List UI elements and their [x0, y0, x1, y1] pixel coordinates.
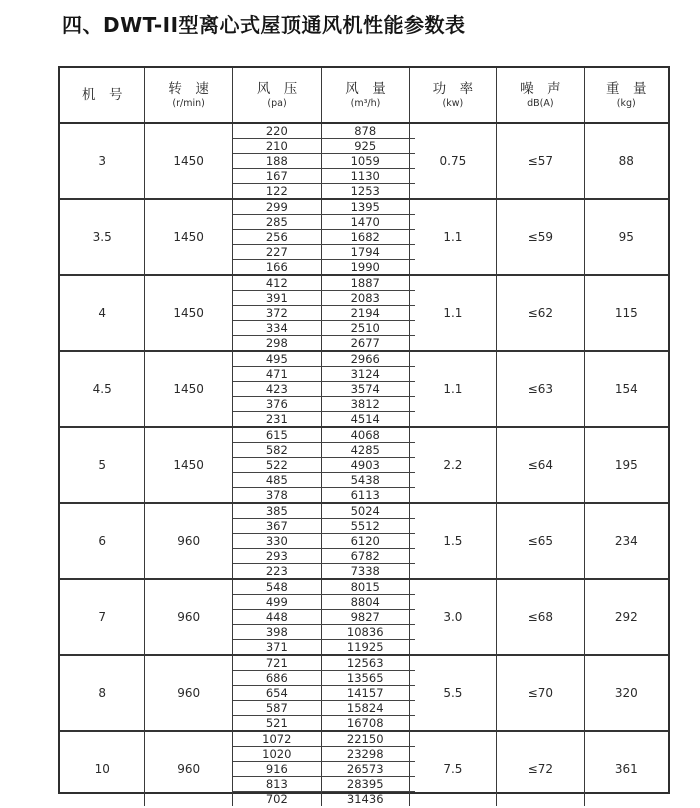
- flow-cell: 2677: [350, 336, 380, 350]
- flow-cell: 1470: [350, 215, 380, 229]
- flow-cell: 4285: [350, 443, 380, 457]
- col-header-noise-unit: dB(A): [527, 97, 554, 109]
- col-header-pressure-label: 风 压: [256, 80, 298, 97]
- pressure-cell: 521: [233, 716, 322, 730]
- pressure-cell: 448: [233, 610, 322, 624]
- pressure-flow-group: [233, 200, 410, 274]
- pressure-cell: 423: [233, 382, 322, 396]
- flow-cell: 13565: [346, 671, 384, 685]
- speed-cell: 1450: [145, 200, 232, 274]
- pressure-flow-row: [233, 640, 409, 654]
- speed-cell: 1450: [145, 428, 232, 502]
- pressure-cell: 548: [233, 580, 322, 594]
- pressure-cell: 398: [233, 625, 322, 639]
- pressure-cell: 166: [233, 260, 322, 274]
- pressure-flow-row: [233, 777, 409, 792]
- speed-cell: 960: [145, 504, 232, 578]
- pressure-flow-row: [233, 564, 409, 578]
- pressure-cell: 1072: [233, 732, 322, 746]
- pressure-cell: 299: [233, 200, 322, 214]
- pressure-cell: 210: [233, 139, 322, 153]
- col-header-weight-unit: (kg): [616, 97, 636, 109]
- flow-cell: 7338: [350, 564, 380, 578]
- flow-cell: 10836: [346, 625, 384, 639]
- flow-cell: 28395: [346, 777, 384, 791]
- model-cell: 4.5: [60, 352, 145, 426]
- noise-cell: ≤65: [497, 504, 584, 578]
- pressure-flow-row: [233, 762, 409, 777]
- col-header-noise-label: 噪 声: [520, 80, 561, 97]
- col-header-flow-label: 风 量: [345, 80, 386, 97]
- pressure-flow-row: [233, 139, 409, 154]
- pressure-cell: 220: [233, 124, 322, 138]
- pressure-cell: 188: [233, 154, 322, 168]
- col-header-pressure-unit: (pa): [267, 97, 287, 109]
- fan-model-row: [60, 274, 668, 350]
- fan-model-row: [60, 350, 668, 426]
- power-cell: 5.5: [410, 656, 497, 730]
- pressure-cell: 495: [233, 352, 322, 366]
- flow-cell: 8804: [350, 595, 380, 609]
- pressure-flow-row: [233, 671, 409, 686]
- table-body: [60, 124, 668, 806]
- flow-cell: 925: [354, 139, 377, 153]
- pressure-cell: 367: [233, 519, 322, 533]
- fan-model-row: [60, 730, 668, 806]
- model-cell: 6: [60, 504, 145, 578]
- pressure-cell: 615: [233, 428, 322, 442]
- flow-cell: 5024: [350, 504, 380, 518]
- pressure-flow-row: [233, 792, 409, 806]
- power-cell: 3.0: [410, 580, 497, 654]
- pressure-flow-row: [233, 184, 409, 198]
- pressure-cell: 654: [233, 686, 322, 700]
- pressure-flow-row: [233, 580, 409, 595]
- pressure-flow-row: [233, 367, 409, 382]
- pressure-cell: 231: [233, 412, 322, 426]
- noise-cell: ≤63: [497, 352, 584, 426]
- pressure-flow-row: [233, 397, 409, 412]
- pressure-cell: 285: [233, 215, 322, 229]
- pressure-flow-group: [233, 580, 410, 654]
- pressure-flow-row: [233, 610, 409, 625]
- flow-cell: 2966: [350, 352, 380, 366]
- model-cell: 4: [60, 276, 145, 350]
- noise-cell: ≤59: [497, 200, 584, 274]
- power-cell: 7.5: [410, 732, 497, 806]
- pressure-flow-row: [233, 245, 409, 260]
- pressure-cell: 522: [233, 458, 322, 472]
- noise-cell: ≤57: [497, 124, 584, 198]
- power-cell: 1.1: [410, 276, 497, 350]
- weight-cell: 115: [614, 306, 638, 320]
- pressure-cell: 256: [233, 230, 322, 244]
- col-header-speed-label: 转 速: [168, 80, 209, 97]
- flow-cell: 1794: [350, 245, 380, 259]
- pressure-flow-row: [233, 701, 409, 716]
- power-cell: 1.1: [410, 200, 497, 274]
- flow-cell: 6782: [350, 549, 380, 563]
- speed-cell: 960: [145, 580, 232, 654]
- flow-cell: 11925: [346, 640, 384, 654]
- pressure-flow-row: [233, 200, 409, 215]
- pressure-flow-row: [233, 595, 409, 610]
- flow-cell: 1887: [350, 276, 380, 290]
- power-cell: 1.5: [410, 504, 497, 578]
- pressure-flow-row: [233, 549, 409, 564]
- flow-cell: 23298: [346, 747, 384, 761]
- model-cell: 7: [60, 580, 145, 654]
- speed-cell: 960: [145, 656, 232, 730]
- flow-cell: 9827: [350, 610, 380, 624]
- noise-cell: ≤64: [497, 428, 584, 502]
- pressure-flow-row: [233, 169, 409, 184]
- pressure-flow-group: [233, 732, 410, 806]
- pressure-flow-row: [233, 428, 409, 443]
- pressure-flow-row: [233, 443, 409, 458]
- model-cell: 5: [60, 428, 145, 502]
- flow-cell: 3812: [350, 397, 380, 411]
- pressure-flow-row: [233, 412, 409, 426]
- pressure-cell: 391: [233, 291, 322, 305]
- pressure-cell: 1020: [233, 747, 322, 761]
- pressure-flow-row: [233, 352, 409, 367]
- pressure-cell: 378: [233, 488, 322, 502]
- performance-table: [58, 66, 670, 806]
- pressure-flow-row: [233, 260, 409, 274]
- flow-cell: 6120: [350, 534, 380, 548]
- pressure-cell: 298: [233, 336, 322, 350]
- pressure-flow-row: [233, 124, 409, 139]
- model-cell: 8: [60, 656, 145, 730]
- flow-cell: 2194: [350, 306, 380, 320]
- flow-cell: 4903: [350, 458, 380, 472]
- noise-cell: ≤68: [497, 580, 584, 654]
- pressure-flow-group: [233, 124, 410, 198]
- pressure-cell: 582: [233, 443, 322, 457]
- weight-cell: 320: [614, 686, 638, 700]
- pressure-flow-group: [233, 504, 410, 578]
- pressure-cell: 227: [233, 245, 322, 259]
- col-header-weight: [585, 68, 668, 122]
- flow-cell: 5512: [350, 519, 380, 533]
- noise-cell: ≤70: [497, 656, 584, 730]
- flow-cell: 26573: [346, 762, 384, 776]
- weight-cell: 292: [614, 610, 638, 624]
- col-header-weight-label: 重 量: [606, 80, 647, 97]
- flow-cell: 1990: [350, 260, 380, 274]
- pressure-cell: 471: [233, 367, 322, 381]
- pressure-cell: 376: [233, 397, 322, 411]
- pressure-flow-row: [233, 686, 409, 701]
- pressure-flow-row: [233, 154, 409, 169]
- col-header-model: [60, 68, 145, 122]
- pressure-flow-group: [233, 276, 410, 350]
- pressure-flow-row: [233, 716, 409, 730]
- col-header-power-label: 功 率: [432, 80, 474, 97]
- flow-cell: 15824: [346, 701, 384, 715]
- col-header-pressure: [233, 68, 322, 122]
- pressure-flow-row: [233, 306, 409, 321]
- flow-cell: 1059: [350, 154, 380, 168]
- pressure-cell: 702: [233, 792, 322, 806]
- col-header-flow-unit: (m³/h): [350, 97, 381, 109]
- pressure-cell: 330: [233, 534, 322, 548]
- pressure-flow-row: [233, 488, 409, 502]
- weight-cell: 95: [618, 230, 634, 244]
- pressure-flow-row: [233, 215, 409, 230]
- pressure-cell: 412: [233, 276, 322, 290]
- flow-cell: 22150: [346, 732, 384, 746]
- fan-model-row: [60, 198, 668, 274]
- speed-cell: 1450: [145, 276, 232, 350]
- power-cell: 2.2: [410, 428, 497, 502]
- pressure-flow-row: [233, 382, 409, 397]
- flow-cell: 3574: [350, 382, 380, 396]
- weight-cell: 88: [618, 154, 634, 168]
- flow-cell: 14157: [346, 686, 384, 700]
- flow-cell: 1395: [350, 200, 380, 214]
- weight-cell: 154: [614, 382, 638, 396]
- model-cell: 10: [60, 732, 145, 806]
- pressure-cell: 385: [233, 504, 322, 518]
- col-header-noise: [497, 68, 584, 122]
- flow-cell: 3124: [350, 367, 380, 381]
- pressure-cell: 686: [233, 671, 322, 685]
- noise-cell: ≤72: [497, 732, 584, 806]
- pressure-flow-row: [233, 534, 409, 549]
- pressure-flow-group: [233, 352, 410, 426]
- model-cell: 3.5: [60, 200, 145, 274]
- pressure-flow-row: [233, 321, 409, 336]
- col-header-speed: [145, 68, 232, 122]
- flow-cell: 2083: [350, 291, 380, 305]
- page-title: 四、DWT-II型离心式屋顶通风机性能参数表: [62, 13, 466, 37]
- pressure-cell: 485: [233, 473, 322, 487]
- fan-model-row: [60, 426, 668, 502]
- pressure-cell: 372: [233, 306, 322, 320]
- col-header-model-label: 机 号: [81, 86, 123, 103]
- fan-model-row: [60, 502, 668, 578]
- weight-cell: 234: [614, 534, 638, 548]
- pressure-flow-row: [233, 473, 409, 488]
- col-header-power: [410, 68, 497, 122]
- col-header-speed-unit: (r/min): [172, 97, 205, 109]
- pressure-flow-row: [233, 747, 409, 762]
- flow-cell: 6113: [350, 488, 380, 502]
- flow-cell: 8015: [350, 580, 380, 594]
- pressure-cell: 122: [233, 184, 322, 198]
- flow-cell: 2510: [350, 321, 380, 335]
- fan-model-row: [60, 654, 668, 730]
- power-cell: 0.75: [410, 124, 497, 198]
- table-header-row: [60, 68, 668, 124]
- pressure-cell: 587: [233, 701, 322, 715]
- speed-cell: 1450: [145, 352, 232, 426]
- pressure-flow-row: [233, 458, 409, 473]
- model-cell: 3: [60, 124, 145, 198]
- power-cell: 1.1: [410, 352, 497, 426]
- pressure-flow-group: [233, 428, 410, 502]
- fan-model-row: [60, 578, 668, 654]
- pressure-cell: 813: [233, 777, 322, 791]
- pressure-cell: 223: [233, 564, 322, 578]
- flow-cell: 5438: [350, 473, 380, 487]
- pressure-flow-row: [233, 336, 409, 350]
- fan-model-row: [60, 124, 668, 198]
- col-header-flow: [322, 68, 409, 122]
- pressure-cell: 293: [233, 549, 322, 563]
- pressure-flow-row: [233, 732, 409, 747]
- pressure-cell: 721: [233, 656, 322, 670]
- pressure-cell: 371: [233, 640, 322, 654]
- noise-cell: ≤62: [497, 276, 584, 350]
- pressure-cell: 499: [233, 595, 322, 609]
- flow-cell: 1253: [350, 184, 380, 198]
- pressure-flow-row: [233, 504, 409, 519]
- flow-cell: 4514: [350, 412, 380, 426]
- flow-cell: 4068: [350, 428, 380, 442]
- pressure-cell: 167: [233, 169, 322, 183]
- weight-cell: 361: [614, 762, 638, 776]
- pressure-flow-row: [233, 230, 409, 245]
- pressure-flow-row: [233, 656, 409, 671]
- speed-cell: 1450: [145, 124, 232, 198]
- pressure-flow-row: [233, 625, 409, 640]
- flow-cell: 878: [354, 124, 377, 138]
- pressure-flow-group: [233, 656, 410, 730]
- pressure-flow-row: [233, 276, 409, 291]
- weight-cell: 195: [614, 458, 638, 472]
- flow-cell: 31436: [346, 792, 384, 806]
- flow-cell: 12563: [346, 656, 384, 670]
- pressure-flow-row: [233, 291, 409, 306]
- speed-cell: 960: [145, 732, 232, 806]
- flow-cell: 16708: [346, 716, 384, 730]
- flow-cell: 1130: [350, 169, 380, 183]
- pressure-cell: 916: [233, 762, 322, 776]
- pressure-cell: 334: [233, 321, 322, 335]
- col-header-power-unit: (kw): [442, 97, 464, 109]
- flow-cell: 1682: [350, 230, 380, 244]
- pressure-flow-row: [233, 519, 409, 534]
